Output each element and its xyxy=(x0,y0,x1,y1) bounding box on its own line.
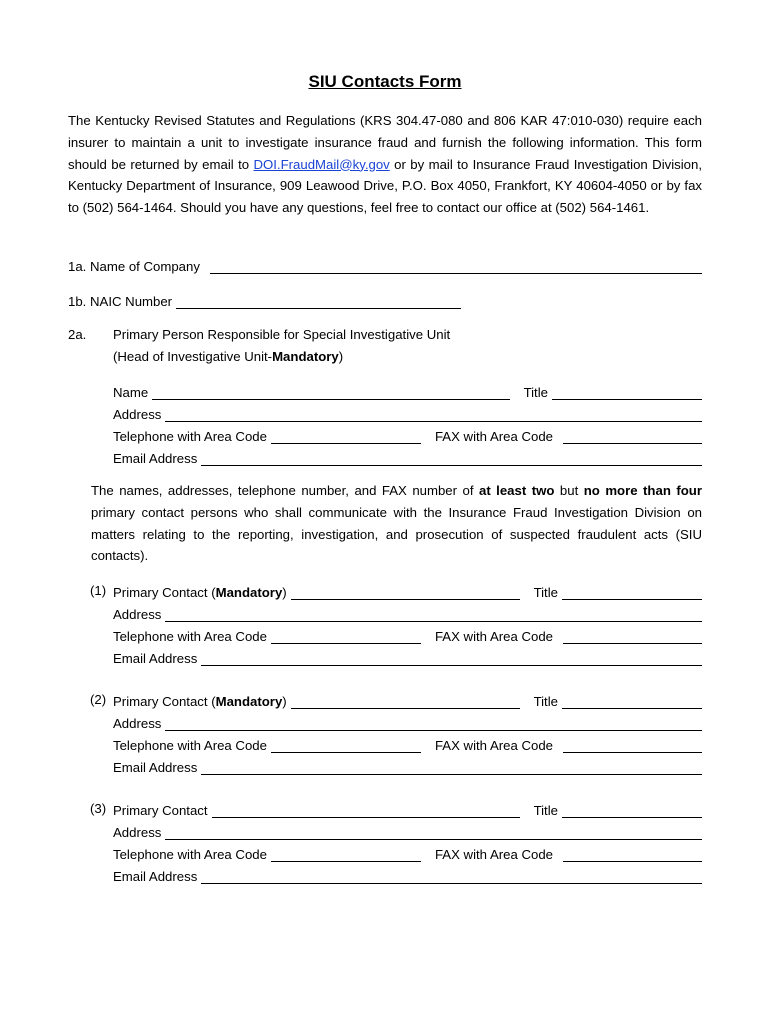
contact-2-phone-row xyxy=(113,735,702,753)
contact-3-label: Primary Contact xyxy=(113,803,208,818)
contact-3-fax-field[interactable] xyxy=(563,848,702,862)
contact-2-telephone-label: Telephone with Area Code xyxy=(113,738,267,753)
contact-1-fax-label: FAX with Area Code xyxy=(434,629,553,644)
contact-2-number: (2) xyxy=(90,692,107,707)
contact-1-phone-row xyxy=(113,626,702,644)
section-2a-number: 2a. xyxy=(68,327,87,342)
contact-3-number: (3) xyxy=(90,801,107,816)
contact-3-email-row xyxy=(113,866,702,884)
contact-2-address-label: Address xyxy=(113,716,162,731)
contact-1-telephone-field[interactable] xyxy=(271,630,421,644)
section-2a-subheading xyxy=(113,346,343,368)
contact-1-fax-field[interactable] xyxy=(563,630,702,644)
head-email-field[interactable] xyxy=(201,452,702,466)
naic-number-row xyxy=(68,291,461,309)
contact-2-fax-field[interactable] xyxy=(563,739,702,753)
head-name-field[interactable] xyxy=(152,386,509,400)
form-title: SIU Contacts Form xyxy=(308,72,462,91)
contact-3-fax-label: FAX with Area Code xyxy=(434,847,553,862)
contact-2-telephone-field[interactable] xyxy=(271,739,421,753)
contact-2-name-row xyxy=(113,691,702,709)
title-label: Title xyxy=(523,385,548,400)
contact-1-address-field[interactable] xyxy=(165,608,702,622)
email-label: Email Address xyxy=(113,451,198,466)
paragraph-part2: but xyxy=(554,483,584,498)
contact-3-name-row xyxy=(113,800,702,818)
section-2a-heading: Primary Person Responsible for Special Investigative Unit xyxy=(113,327,451,342)
contact-1-email-field[interactable] xyxy=(201,652,702,666)
contact-1-address-row xyxy=(113,604,702,622)
head-phone-row xyxy=(113,426,702,444)
head-name-row xyxy=(113,382,702,400)
contact-2-address-row xyxy=(113,713,702,731)
contact-2-title-field[interactable] xyxy=(562,695,702,709)
contact-2-mandatory: Mandatory xyxy=(215,694,283,709)
address-label: Address xyxy=(113,407,162,422)
contact-2-fax-label: FAX with Area Code xyxy=(434,738,553,753)
contact-3-email-label: Email Address xyxy=(113,869,198,884)
paragraph-part1: The names, addresses, telephone number, and FAX number of xyxy=(91,483,479,498)
contact-1-label-text: Primary Contact ( xyxy=(113,585,216,600)
contact-1-label xyxy=(113,585,287,600)
contact-2-email-label: Email Address xyxy=(113,760,198,775)
email-link[interactable]: DOI.FraudMail@ky.gov xyxy=(253,156,390,172)
section-2a-sub-suffix: ) xyxy=(338,349,344,364)
contact-1-title-field[interactable] xyxy=(562,586,702,600)
naic-number-field[interactable] xyxy=(176,295,461,309)
company-name-label: 1a. Name of Company xyxy=(68,259,200,274)
intro-text-end: or by mail to Insurance Fraud Investigation Division, Kentucky Department of Insurance, 909 Leawood Drive, P.O. Box 4050, Frankfort, KY 40604-4050 or by fax to (502) 564-1464. Should you have any questions, feel free to contact our office at (502) 564-1461. xyxy=(68,156,703,216)
company-name-field[interactable] xyxy=(210,260,702,274)
contact-2-label xyxy=(113,694,287,709)
fax-label: FAX with Area Code xyxy=(434,429,553,444)
contact-3-telephone-field[interactable] xyxy=(271,848,421,862)
head-address-row xyxy=(113,404,702,422)
contact-1-mandatory: Mandatory xyxy=(215,585,283,600)
intro-text-start: The Kentucky Revised Statutes and Regulations (KRS 304.47-080 and 806 KAR 47:010-030) require each insurer to maintain a unit to investigate insurance fraud and furnish the following information. This form should be returned by email to xyxy=(68,113,702,172)
contact-3-telephone-label: Telephone with Area Code xyxy=(113,847,267,862)
contact-3-name-field[interactable] xyxy=(212,804,520,818)
contact-1-number: (1) xyxy=(90,583,107,598)
head-telephone-field[interactable] xyxy=(271,430,421,444)
contact-3-email-field[interactable] xyxy=(201,870,702,884)
contact-1-label-suffix: ) xyxy=(282,585,287,600)
contact-1-name-field[interactable] xyxy=(291,586,520,600)
contact-2-email-row xyxy=(113,757,702,775)
name-label: Name xyxy=(113,385,149,400)
telephone-label: Telephone with Area Code xyxy=(113,429,267,444)
section-2a-sub-prefix: (Head of Investigative Unit- xyxy=(113,349,273,364)
head-title-field[interactable] xyxy=(552,386,702,400)
contact-2-email-field[interactable] xyxy=(201,761,702,775)
contact-2-address-field[interactable] xyxy=(165,717,702,731)
paragraph-part3: primary contact persons who shall communicate with the Insurance Fraud Investigation Division on matters relating to the reporting, investigation, and prosecution of suspected fraudulent acts (SIU contacts). xyxy=(91,504,702,564)
contact-1-address-label: Address xyxy=(113,607,162,622)
contact-3-title-label: Title xyxy=(533,803,558,818)
contact-1-telephone-label: Telephone with Area Code xyxy=(113,629,267,644)
contact-3-phone-row xyxy=(113,844,702,862)
contact-1-title-label: Title xyxy=(533,585,558,600)
contact-2-title-label: Title xyxy=(533,694,558,709)
head-address-field[interactable] xyxy=(165,408,702,422)
contacts-paragraph xyxy=(91,480,702,567)
intro-paragraph xyxy=(68,110,702,219)
contact-1-name-row xyxy=(113,582,702,600)
paragraph-bold1: at least two xyxy=(478,483,555,498)
company-name-row xyxy=(68,256,702,274)
contact-1-email-row xyxy=(113,648,702,666)
contact-3-address-row xyxy=(113,822,702,840)
contact-3-address-field[interactable] xyxy=(165,826,702,840)
section-2a-mandatory: Mandatory xyxy=(272,349,339,364)
contact-2-name-field[interactable] xyxy=(291,695,520,709)
paragraph-bold2: no more than four xyxy=(583,483,702,498)
naic-number-label: 1b. NAIC Number xyxy=(68,294,173,309)
contact-1-email-label: Email Address xyxy=(113,651,198,666)
contact-2-label-text: Primary Contact ( xyxy=(113,694,216,709)
contact-3-title-field[interactable] xyxy=(562,804,702,818)
head-fax-field[interactable] xyxy=(563,430,702,444)
head-email-row xyxy=(113,448,702,466)
contact-3-address-label: Address xyxy=(113,825,162,840)
contact-2-label-suffix: ) xyxy=(282,694,287,709)
